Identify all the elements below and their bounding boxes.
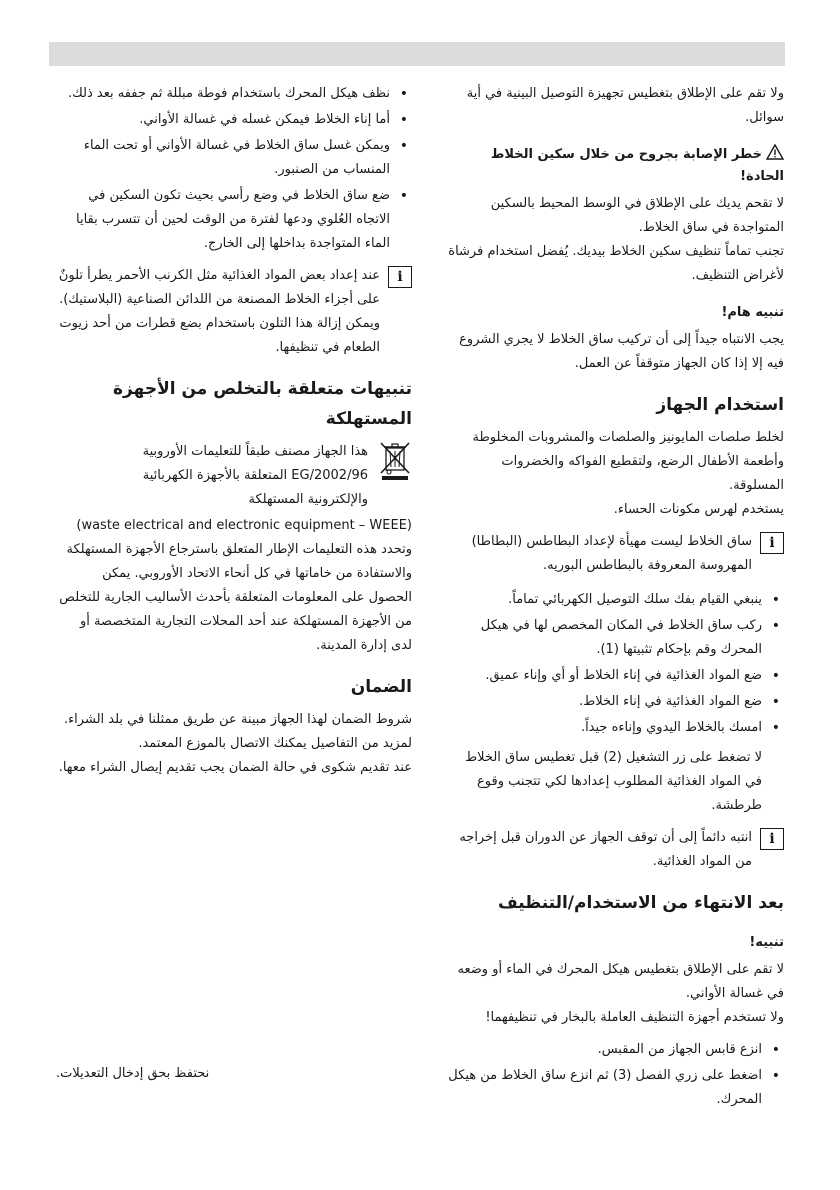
danger-paragraph-2: تجنب تماماً تنظيف سكين الخلاط بيديك. يُفضل استخدام فرشاة لأغراض التنظيف. bbox=[448, 244, 784, 283]
weee-text bbox=[56, 440, 368, 512]
intro-paragraph: ولا تقم على الإطلاق بتغطيس تجهيزة التوصيل البينية في أية سوائل. bbox=[466, 86, 784, 125]
usage-paragraph-1: لخلط صلصات المايونيز والصلصات والمشروبات المخلوطة وأطعمة الأطفال الرضع، ولتقطيع الفواكه والخضروات المسلوقة. bbox=[472, 430, 784, 493]
list-item: • أما إناء الخلاط فيمكن غسله في غسالة الأواني. bbox=[56, 108, 412, 132]
color-info-note bbox=[56, 264, 412, 360]
important-paragraph: يجب الانتباه جيداً إلى أن تركيب ساق الخلاط لا يجري الشروع فيه إلا إذا كان الجهاز متوقفاً عن العمل. bbox=[459, 332, 784, 371]
usage-paragraph-2: يستخدم لهرس مكونات الحساء. bbox=[613, 502, 784, 517]
usage-bullet-list bbox=[448, 588, 784, 740]
warranty-paragraph-2: عند تقديم شكوى في حالة الضمان يجب تقديم إيصال الشراء معها. bbox=[58, 760, 412, 775]
warranty-heading: الضمان bbox=[350, 677, 412, 697]
important-heading: تنبيه هام! bbox=[721, 305, 784, 320]
danger-heading-text: خطر الإصابة بجروح من خلال سكين الخلاط الحادة! bbox=[490, 147, 784, 184]
left-column bbox=[56, 82, 412, 788]
weee-english: (waste electrical and electronic equipment – WEEE) bbox=[76, 518, 412, 533]
warning-icon bbox=[766, 144, 784, 160]
footer-note: نحتفظ بحق إدخال التعديلات. bbox=[56, 1066, 210, 1081]
weee-line-3: والإلكترونية المستهلكة bbox=[248, 492, 368, 507]
list-item: • ركب ساق الخلاط في المكان المخصص لها في هيكل المحرك وقم بإحكام تثبيتها (1). bbox=[448, 614, 784, 662]
disposal-heading: تنبيهات متعلقة بالتخلص من الأجهزة المستهلكة bbox=[113, 379, 412, 429]
list-item: • امسك بالخلاط اليدوي وإناءه جيداً. bbox=[448, 716, 784, 740]
info-icon: i bbox=[388, 266, 412, 288]
weee-line-2: 2002/96/EG المتعلقة بالأجهزة الكهربائية bbox=[142, 468, 368, 483]
top-bullet-list bbox=[56, 82, 412, 256]
usage-info-note-2 bbox=[448, 826, 784, 874]
usage-heading: استخدام الجهاز bbox=[656, 395, 784, 415]
header-bar bbox=[49, 42, 785, 66]
danger-paragraph-1: لا تقحم يديك على الإطلاق في الوسط المحيط بالسكين المتواجدة في ساق الخلاط. bbox=[490, 196, 784, 235]
cleaning-heading: بعد الانتهاء من الاستخدام/التنظيف bbox=[497, 893, 784, 913]
color-note-text: عند إعداد بعض المواد الغذائية مثل الكرنب الأحمر يطرأ تلونٌ على أجزاء الخلاط المصنعة من اللدائن الصناعية (البلاستيك). ويمكن إزالة هذا التلون باستخدام بضع قطرات من أحد زيوت الطعام في تنظيفها. bbox=[58, 268, 380, 355]
list-item: • ضع ساق الخلاط في وضع رأسي بحيث تكون السكين في الاتجاه العُلوي ودعها لفترة من الوقت لحين أن تتسرب بقايا الماء المتواجدة بداخلها إلى الخارج. bbox=[56, 184, 412, 256]
list-item: • ويمكن غسل ساق الخلاط في غسالة الأواني أو تحت الماء المنساب من الصنبور. bbox=[56, 134, 412, 182]
info-icon: i bbox=[760, 532, 784, 554]
usage-note-text: ساق الخلاط ليست مهيأة لإعداد البطاطس (البطاطا) المهروسة المعروفة بالبطاطس البوريه. bbox=[471, 534, 752, 573]
caution-heading: تنبيه! bbox=[749, 935, 784, 950]
info-icon: i bbox=[760, 828, 784, 850]
usage-note-2-text: انتبه دائماً إلى أن توقف الجهاز عن الدوران قبل إخراجه من المواد الغذائية. bbox=[459, 830, 752, 869]
weee-block bbox=[56, 440, 412, 512]
usage-info-note bbox=[448, 530, 784, 578]
list-item: • نظف هيكل المحرك باستخدام فوطة مبللة ثم جففه بعد ذلك. bbox=[56, 82, 412, 106]
cleaning-bullet-list bbox=[448, 1038, 784, 1112]
crossed-bin-icon bbox=[378, 440, 412, 480]
caution-paragraph-1: لا تقم على الإطلاق بتغطيس هيكل المحرك في الماء أو وضعه في غسالة الأواني. bbox=[457, 962, 784, 1001]
right-column bbox=[448, 82, 784, 1118]
list-item: • انزع قابس الجهاز من المقبس. bbox=[448, 1038, 784, 1062]
list-item: • ضع المواد الغذائية في إناء الخلاط. bbox=[448, 690, 784, 714]
disposal-paragraph: وتحدد هذه التعليمات الإطار المتعلق باسترجاع الأجهزة المستهلكة والاستفادة من خاماتها في كل أنحاء الاتحاد الأوروبي. يمكن الحصول على المعلومات المتعلقة بأحدث الأساليب الجارية للتخلص من الأجهزة المستهلكة عند أحد المحلات التجارية المتخصصة أو لدى إدارة المدينة. bbox=[59, 542, 412, 653]
usage-after-bullets: لا تضغط على زر التشغيل (2) قبل تغطيس ساق الخلاط في المواد الغذائية المطلوب إعدادها لكي تتجنب وقوع طرطشة. bbox=[465, 750, 762, 813]
warranty-paragraph-1: شروط الضمان لهذا الجهاز مبينة عن طريق ممثلنا في بلد الشراء. لمزيد من التفاصيل يمكنك الاتصال بالموزع المعتمد. bbox=[63, 712, 412, 751]
danger-heading bbox=[448, 144, 784, 188]
list-item: • ينبغي القيام بفك سلك التوصيل الكهربائي تماماً. bbox=[448, 588, 784, 612]
caution-paragraph-2: ولا تستخدم أجهزة التنظيف العاملة بالبخار في تنظيفهما! bbox=[485, 1010, 784, 1025]
weee-line-1: هذا الجهاز مصنف طبقاً للتعليمات الأوروبية bbox=[142, 444, 368, 459]
list-item: • ضع المواد الغذائية في إناء الخلاط أو أي وإناء عميق. bbox=[448, 664, 784, 688]
list-item: • اضغط على زري الفصل (3) ثم انزع ساق الخلاط من هيكل المحرك. bbox=[448, 1064, 784, 1112]
